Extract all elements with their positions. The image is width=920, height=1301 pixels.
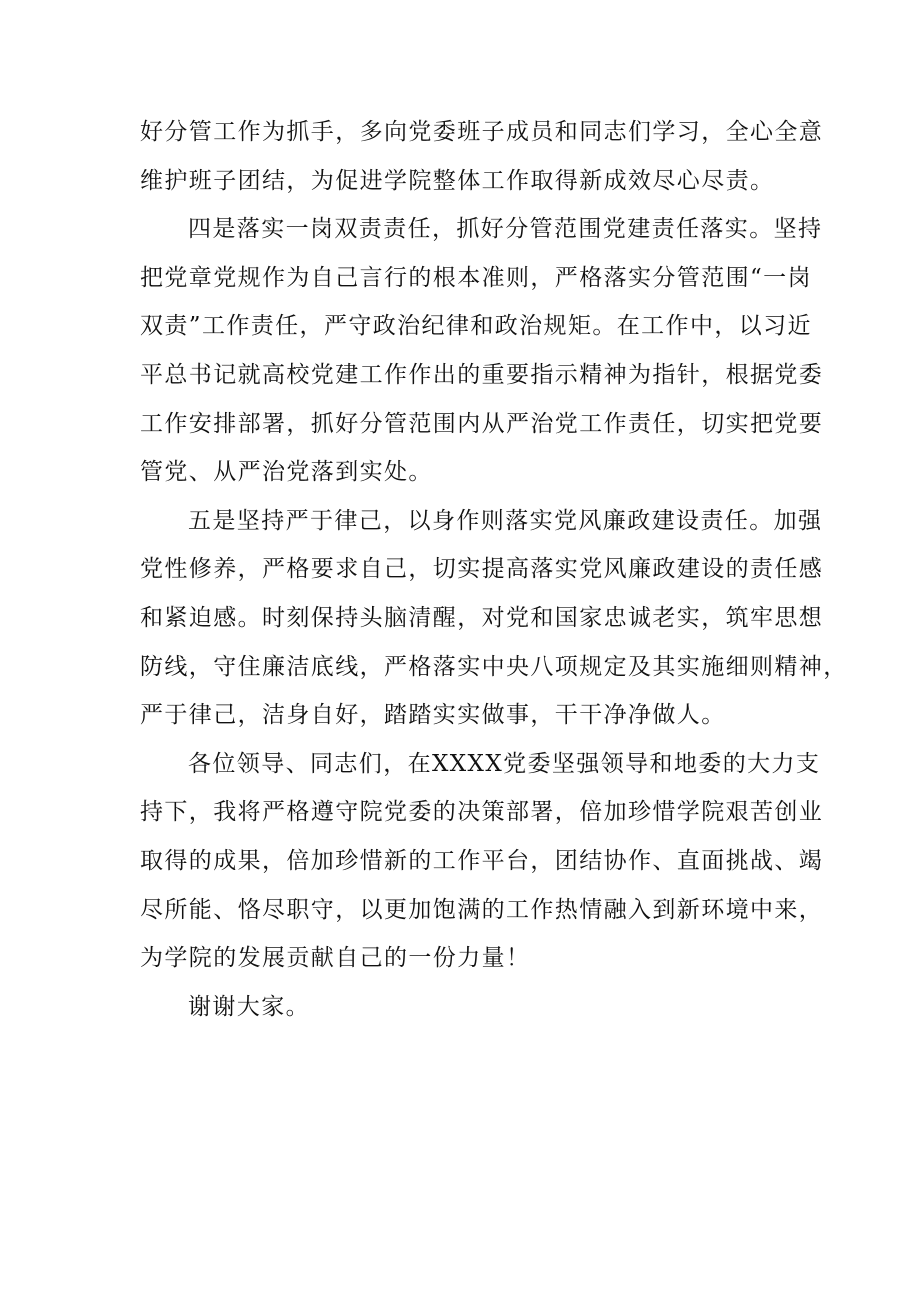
document-body (140, 108, 848, 1031)
text-line: 党性修养，严格要求自己，切实提高落实党风廉政建设的责任感 (140, 556, 824, 583)
text-line: 五是坚持严于律己，以身作则落实党风廉政建设责任。加强 (188, 507, 823, 534)
text-line: 工作安排部署，抓好分管范围内从严治党工作责任，切实把党要 (140, 410, 824, 437)
text-line: 持下，我将严格遵守院党委的决策部署，倍加珍惜学院艰苦创业 (140, 799, 824, 826)
text-line: 四是落实一岗双责责任，抓好分管范围党建责任落实。坚持 (188, 216, 823, 243)
paragraph-continuation (140, 108, 824, 205)
text-line: 尽所能、恪尽职守，以更加饱满的工作热情融入到新环境中来， (140, 896, 824, 923)
paragraph-thanks (140, 983, 792, 1032)
paragraph-point-four (140, 205, 824, 497)
text-line: 防线，守住廉洁底线，严格落实中央八项规定及其实施细则精神， (140, 653, 848, 680)
paragraph-closing-remarks (140, 740, 824, 983)
text-line: 严于律己，洁身自好，踏踏实实做事，干干净净做人。 (140, 702, 726, 729)
text-line: 管党、从严治党落到实处。 (140, 459, 433, 486)
text-line: 取得的成果，倍加珍惜新的工作平台，团结协作、直面挑战、竭 (140, 847, 824, 874)
text-line: 谢谢大家。 (188, 993, 310, 1020)
paragraph-point-five (140, 497, 848, 740)
text-line: 双责”工作责任，严守政治纪律和政治规矩。在工作中，以习近 (140, 313, 812, 340)
text-line: 好分管工作为抓手，多向党委班子成员和同志们学习，全心全意 (140, 119, 824, 145)
text-line: 为学院的发展贡献自己的一份力量！ (140, 945, 531, 972)
text-line: 各位领导、同志们，在XXXX党委坚强领导和地委的大力支 (188, 750, 821, 777)
text-line: 维护班子团结，为促进学院整体工作取得新成效尽心尽责。 (140, 167, 775, 194)
text-line: 和紧迫感。时刻保持头脑清醒，对党和国家忠诚老实，筑牢思想 (140, 604, 824, 631)
text-line: 把党章党规作为自己言行的根本准则，严格落实分管范围“一岗 (140, 264, 812, 291)
text-line: 平总书记就高校党建工作作出的重要指示精神为指针，根据党委 (140, 361, 824, 388)
